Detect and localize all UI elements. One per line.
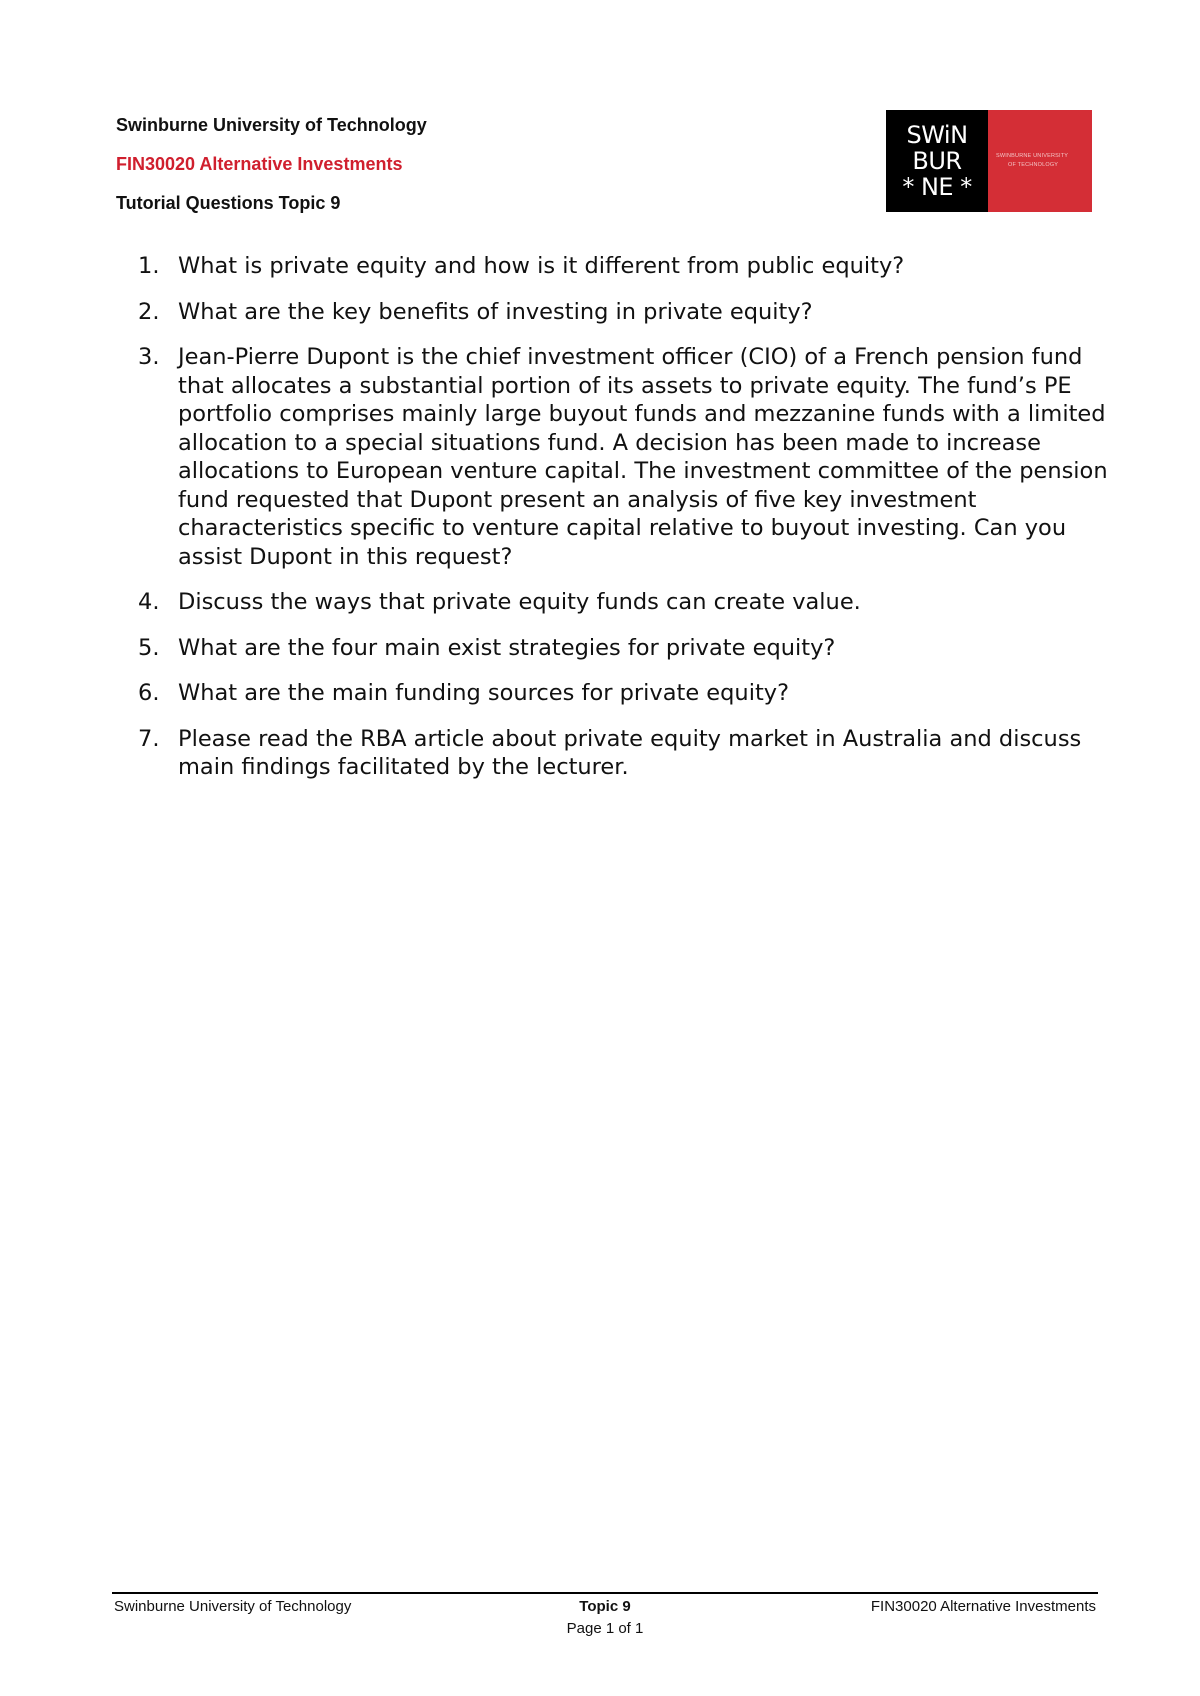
question-text: Discuss the ways that private equity funds can create value. xyxy=(178,589,861,615)
question-number: 6. xyxy=(138,680,160,706)
logo-line-1: SWiN xyxy=(906,121,968,149)
institution-name: Swinburne University of Technology xyxy=(116,115,427,135)
footer-divider xyxy=(112,1592,1098,1594)
question-text: What are the four main exist strategies for private equity? xyxy=(178,634,836,661)
question-item xyxy=(138,634,1118,663)
footer-topic: Topic 9 xyxy=(579,1598,631,1615)
page-number: Page 1 of 1 xyxy=(566,1620,644,1637)
question-item xyxy=(138,588,1118,617)
question-item xyxy=(138,298,1118,327)
question-number: 7. xyxy=(138,725,160,752)
question-text: Please read the RBA article about private equity market in Australia and discuss main findings facilitated by the lecturer. xyxy=(178,725,1082,780)
question-item xyxy=(138,679,1118,708)
logo-tagline-2: OF TECHNOLOGY xyxy=(1008,162,1059,168)
question-text: What are the main funding sources for private equity? xyxy=(178,680,790,706)
question-number: 1. xyxy=(138,253,160,279)
question-text: What is private equity and how is it different from public equity? xyxy=(178,253,905,279)
question-number: 3. xyxy=(138,344,160,370)
swinburne-logo xyxy=(886,110,1092,212)
document-header xyxy=(116,114,676,231)
question-list xyxy=(138,252,1118,799)
question-item xyxy=(138,252,1118,281)
footer-course: FIN30020 Alternative Investments xyxy=(870,1598,1096,1615)
logo-tagline-panel xyxy=(988,110,1092,212)
question-number: 4. xyxy=(138,589,160,615)
logo-tagline-1: SWINBURNE UNIVERSITY xyxy=(996,153,1069,159)
question-number: 2. xyxy=(138,298,160,325)
logo-wordmark xyxy=(886,110,988,212)
question-item xyxy=(138,343,1118,571)
course-title: FIN30020 Alternative Investments xyxy=(116,154,403,174)
logo-line-2: BUR xyxy=(912,147,962,175)
question-item xyxy=(138,725,1118,782)
logo-line-3: * NE * xyxy=(902,173,972,201)
question-text: Jean-Pierre Dupont is the chief investment officer (CIO) of a French pension fund that allocates a substantial portion of its assets to private equity. The fund’s PE portfolio comprises mainly large buyout funds and mezzanine funds with a limited allocation to a special situations fund. A decision has been made to increase allocations to European venture capital. The investment committee of the pension fund requested that Dupont present an analysis of five key investment characteristics specific to venture capital relative to buyout investing. Can you assist Dupont in this request? xyxy=(178,344,1108,570)
footer-institution: Swinburne University of Technology xyxy=(114,1598,352,1615)
document-subtitle: Tutorial Questions Topic 9 xyxy=(116,193,341,213)
question-number: 5. xyxy=(138,634,160,661)
question-text: What are the key benefits of investing in private equity? xyxy=(178,298,813,325)
